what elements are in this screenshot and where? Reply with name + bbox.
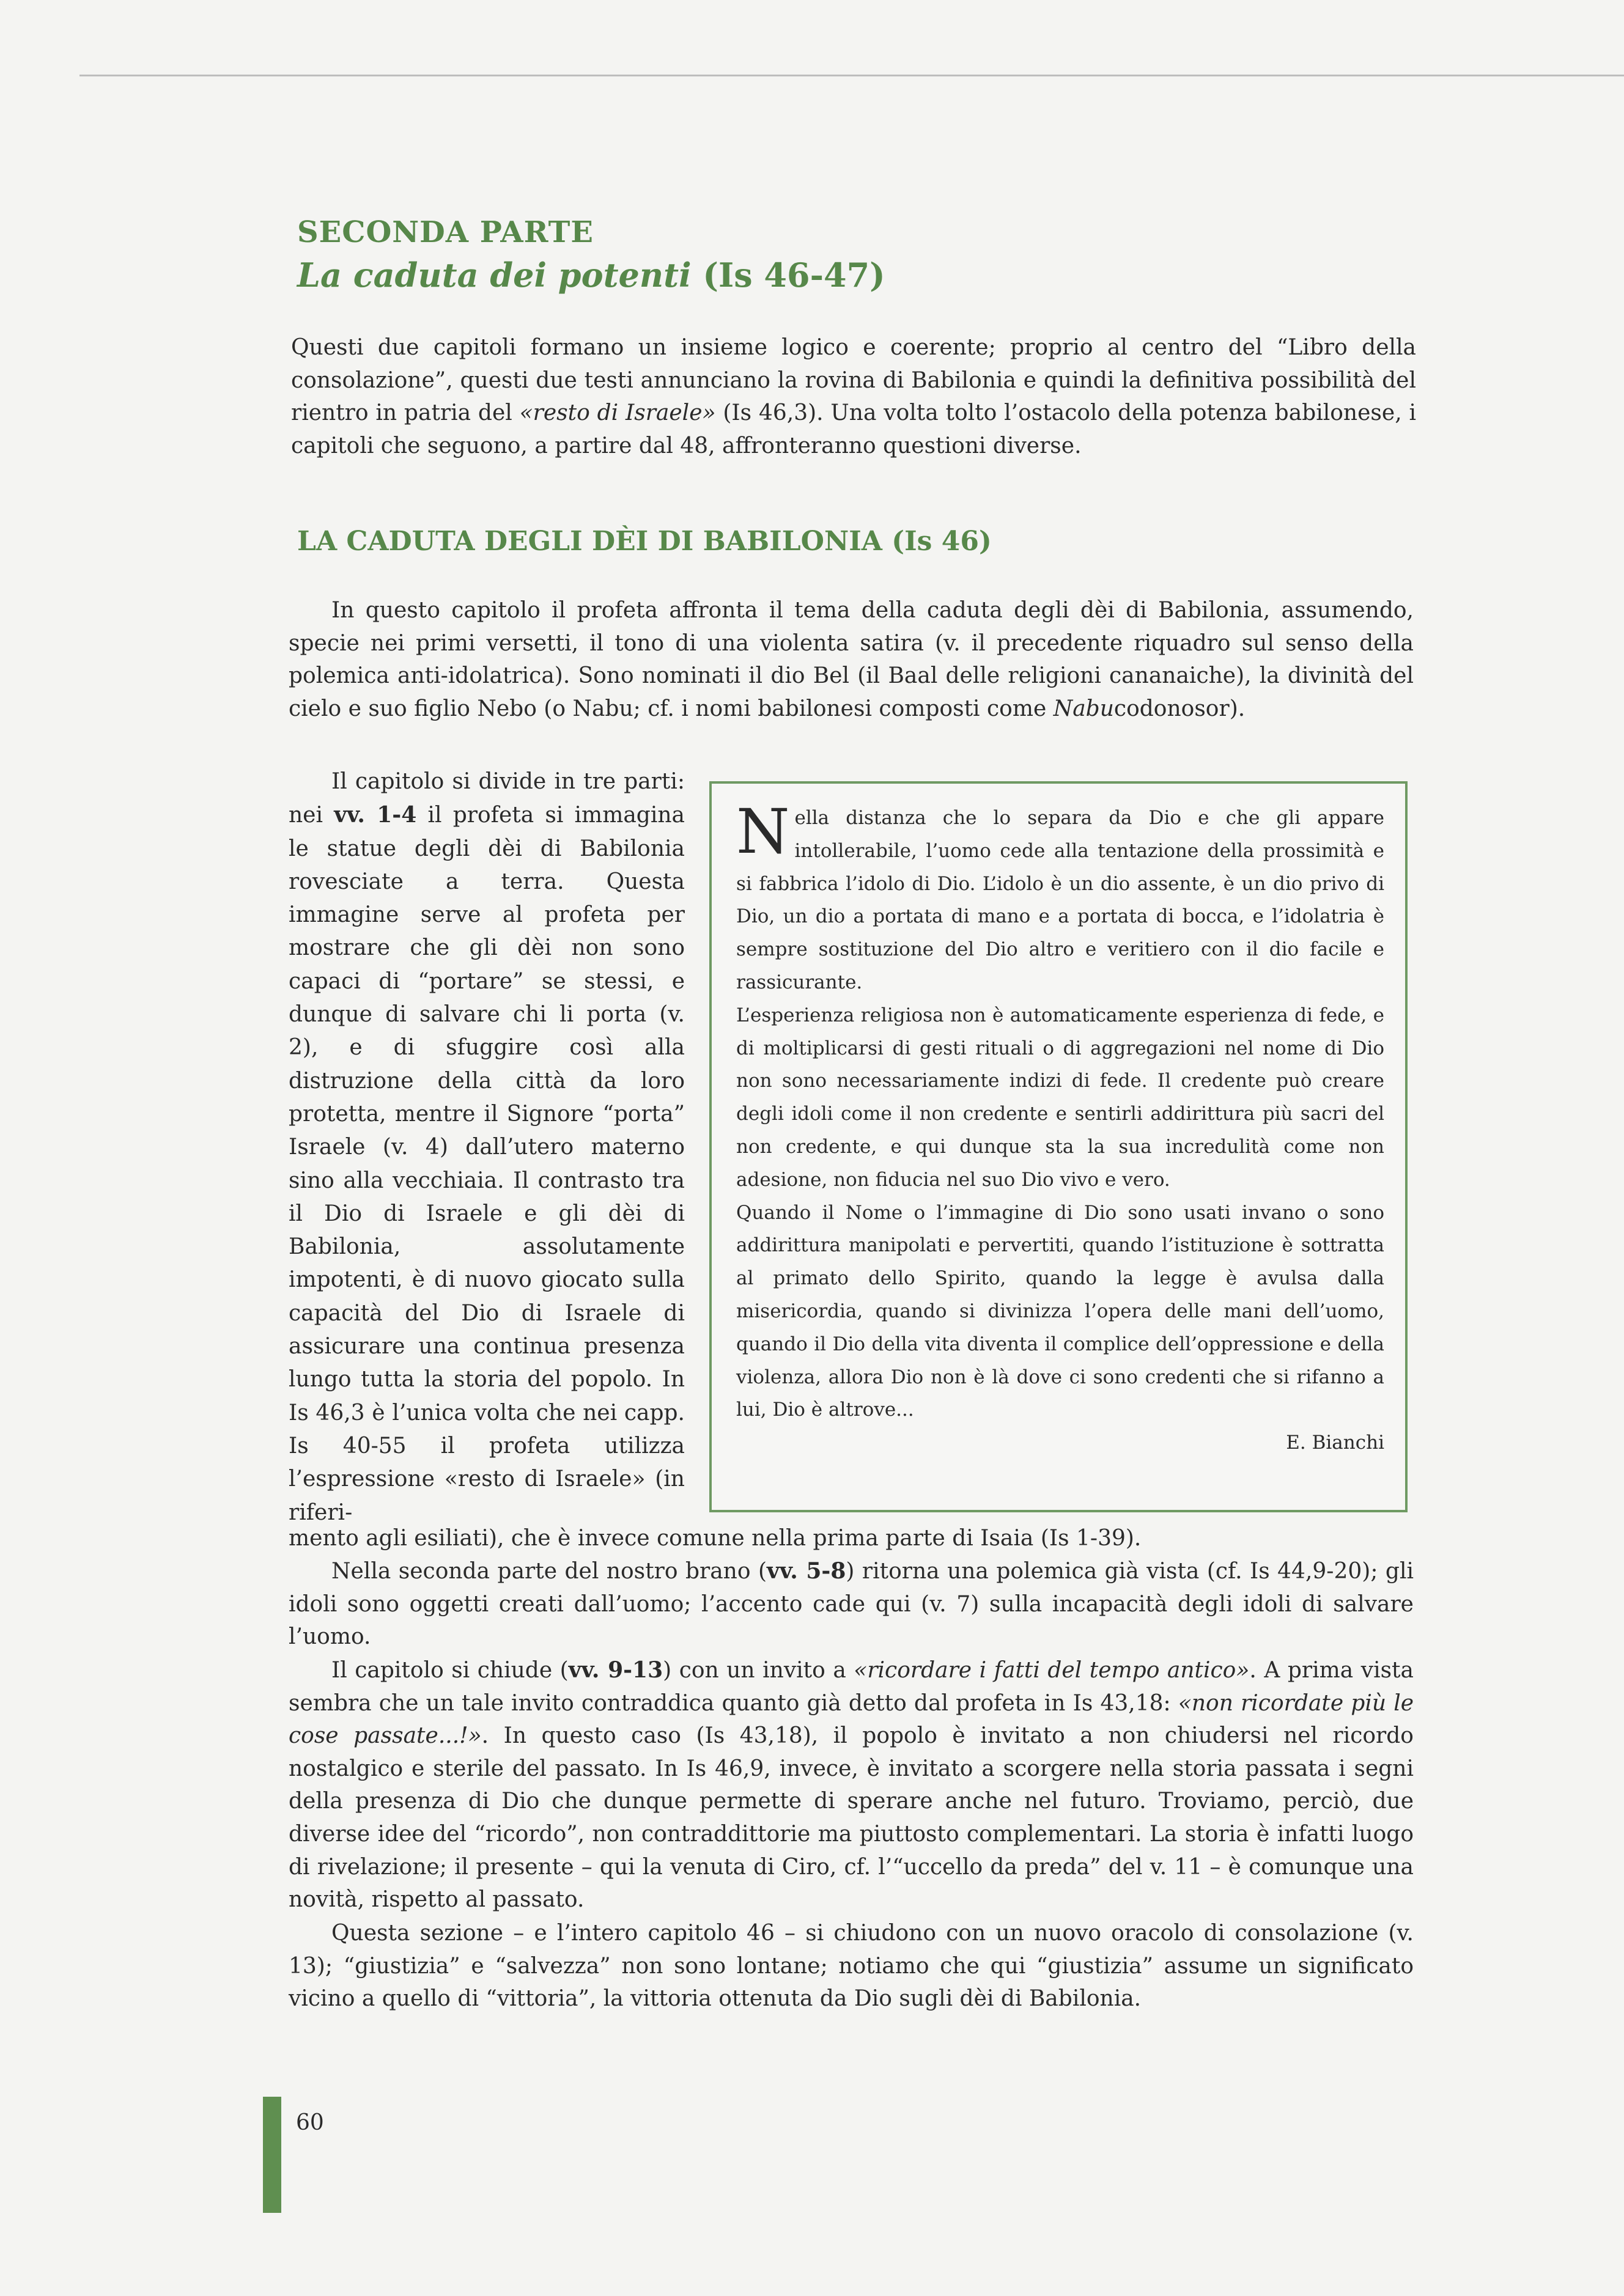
p1-text-a: In questo capitolo il profeta affronta il tema della caduta degli dèi di Babilonia, assumendo, specie nei primi versetti, il tono di una violenta satira (v. il precedente riquadro sul senso della polemica anti-idolatrica). Sono nominati il dio Bel (il Baal delle religioni cananaiche), la divinità del cielo e suo figlio Nebo (o Nabu; cf. i nomi babilonesi composti come [289, 598, 1414, 721]
part-title [297, 256, 885, 295]
section-heading: LA CADUTA DEGLI DÈI DI BABILONIA (Is 46) [297, 526, 992, 557]
sidebar-quote-box [709, 781, 1408, 1512]
box-paragraph-3: Quando il Nome o l’immagine di Dio sono usati invano o sono addirittura manipolati e pervertiti, quando l’istituzione è sottratta al primato dello Spirito, quando la legge è avulsa dalla misericordia, quando si divinizza l’opera delle mani dell’uomo, quando il Dio della vita diventa il complice dell’oppressione e della violenza, allora Dio non è là dove ci sono credenti che si rifanno a lui, Dio è altrove... [736, 1201, 1384, 1421]
section-paragraph-1 [289, 594, 1414, 725]
part-title-italic: La caduta dei potenti [297, 256, 692, 295]
page-number-bar [263, 2097, 281, 2213]
part-title-ref: (Is 46-47) [703, 256, 885, 295]
p3-quote-2: «non ricordate più le cose passate...!» [289, 1690, 1414, 1749]
p3-text-a: Il capitolo si chiude ( [331, 1658, 569, 1683]
box-paragraph-2: L’esperienza religiosa non è automaticamente esperienza di fede, e di moltiplicarsi di gesti rituali o di aggregazioni nel nome di Dio non sono necessariamente indizi di fede. Il credente può creare degli idoli come il non credente e sentirli addirittura più sacri del non credente, e qui dunque sta la sua incredulità come non adesione, non fiducia nel suo Dio vivo e vero. [736, 1004, 1384, 1191]
section-paragraph-4: Questa sezione – e l’intero capitolo 46 – si chiudono con un nuovo oracolo di consolazione (v. 13); “giustizia” e “salvezza” non sono lontane; notiamo che qui “giustizia” assume un significato vicino a quello di “vittoria”, la vittoria ottenuta da Dio sugli dèi di Babilonia. [289, 1921, 1414, 2012]
col-text-a: Il capitolo si divide in tre parti: nei [289, 769, 685, 828]
page-top-edge [79, 75, 1624, 76]
p3-text-d: . In questo caso (Is 43,18), il popolo è invitato a non chiudersi nel ricordo nostalgico e sterile del passato. In Is 46,9, invece, è invitato a scorgere nella storia passata i segni della presenza di Dio che dunque permette di sperare anche nel futuro. Troviamo, perciò, due diverse idee del “ricordo”, non contraddittorie ma piuttosto complementari. La storia è infatti luogo di rivelazione; il presente – qui la venuta di Ciro, cf. l’“uccello da preda” del v. 11 – è comunque una novità, rispetto al passato. [289, 1723, 1414, 1913]
col-verse-ref: vv. 1-4 [334, 802, 417, 828]
p3-text-c: . A prima vista sembra che un tale invito contraddica quanto già detto dal profeta in Is 43,18: [289, 1658, 1414, 1716]
p1-text-b: codonosor). [1113, 696, 1246, 721]
p1-nabu: Nabu [1053, 696, 1114, 721]
p2-text-a: Nella seconda parte del nostro brano ( [331, 1559, 767, 1584]
p3-text-b: ) con un invito a [663, 1658, 854, 1683]
p2-verse-ref: vv. 5-8 [767, 1558, 846, 1584]
intro-text-b: (Is 46,3). Una volta tolto l’ostacolo della potenza babilonese, i capitoli che seguono, a partire dal 48, affronteranno questioni diverse. [291, 400, 1416, 458]
p2-text-b: ) ritorna una polemica già vista (cf. Is 44,9-20); gli idoli sono oggetti creati dall’uomo; l’accento cade qui (v. 7) sulla incapacità degli idoli di salvare l’uomo. [289, 1559, 1414, 1650]
col-text-b: il profeta si immagina le statue degli dèi di Babilonia rovesciate a terra. Questa immagine serve al profeta per mostrare che gli dèi non sono capaci di “portare” se stessi, e dunque di salvare chi li porta (v. 2), e di sfuggire così alla distruzione della città da loro protetta, mentre il Signore “porta” Israele (v. 4) dall’utero materno sino alla vecchiaia. Il contrasto tra il Dio di Israele e gli dèi di Babilonia, assolutamente impotenti, è di nuovo giocato sulla capacità del Dio di Israele di assicurare una continua presenza lungo tutta la storia del popolo. In Is 46,3 è l’unica volta che nei capp. Is 40-55 il profeta utilizza l’espressione «resto di Israele» (in riferi- [289, 803, 685, 1525]
page-number: 60 [296, 2110, 324, 2135]
section-paragraph-2 [289, 1555, 1414, 1654]
box-author: E. Bianchi [1286, 1432, 1384, 1454]
box-paragraph-1: ella distanza che lo separa da Dio e che gli appare intollerabile, l’uomo cede alla tentazione della prossimità e si fabbrica l’idolo di Dio. L’idolo è un dio assente, è un dio privo di Dio, un dio a portata di mano e a portata di bocca, e l’idolatria è sempre sostituzione del Dio altro e veritiero con il dio facile e rassicurante. [736, 807, 1384, 993]
column-paragraph [289, 765, 685, 1529]
intro-quote: «resto di Israele» [519, 400, 716, 426]
intro-paragraph [291, 331, 1416, 462]
p3-quote-1: «ricordare i fatti del tempo antico» [854, 1658, 1250, 1683]
dropcap: N [736, 796, 790, 867]
section-paragraph-3 [289, 1654, 1414, 1916]
intro-text-a: Questi due capitoli formano un insieme logico e coerente; proprio al centro del “Libro della consolazione”, questi due testi annunciano la rovina di Babilonia e quindi la definitiva possibilità del rientro in patria del [291, 335, 1416, 426]
part-label: SECONDA PARTE [297, 215, 594, 249]
p3-verse-ref: vv. 9-13 [568, 1657, 663, 1683]
column-continuation: mento agli esiliati), che è invece comune nella prima parte di Isaia (Is 1-39). [289, 1526, 1142, 1551]
